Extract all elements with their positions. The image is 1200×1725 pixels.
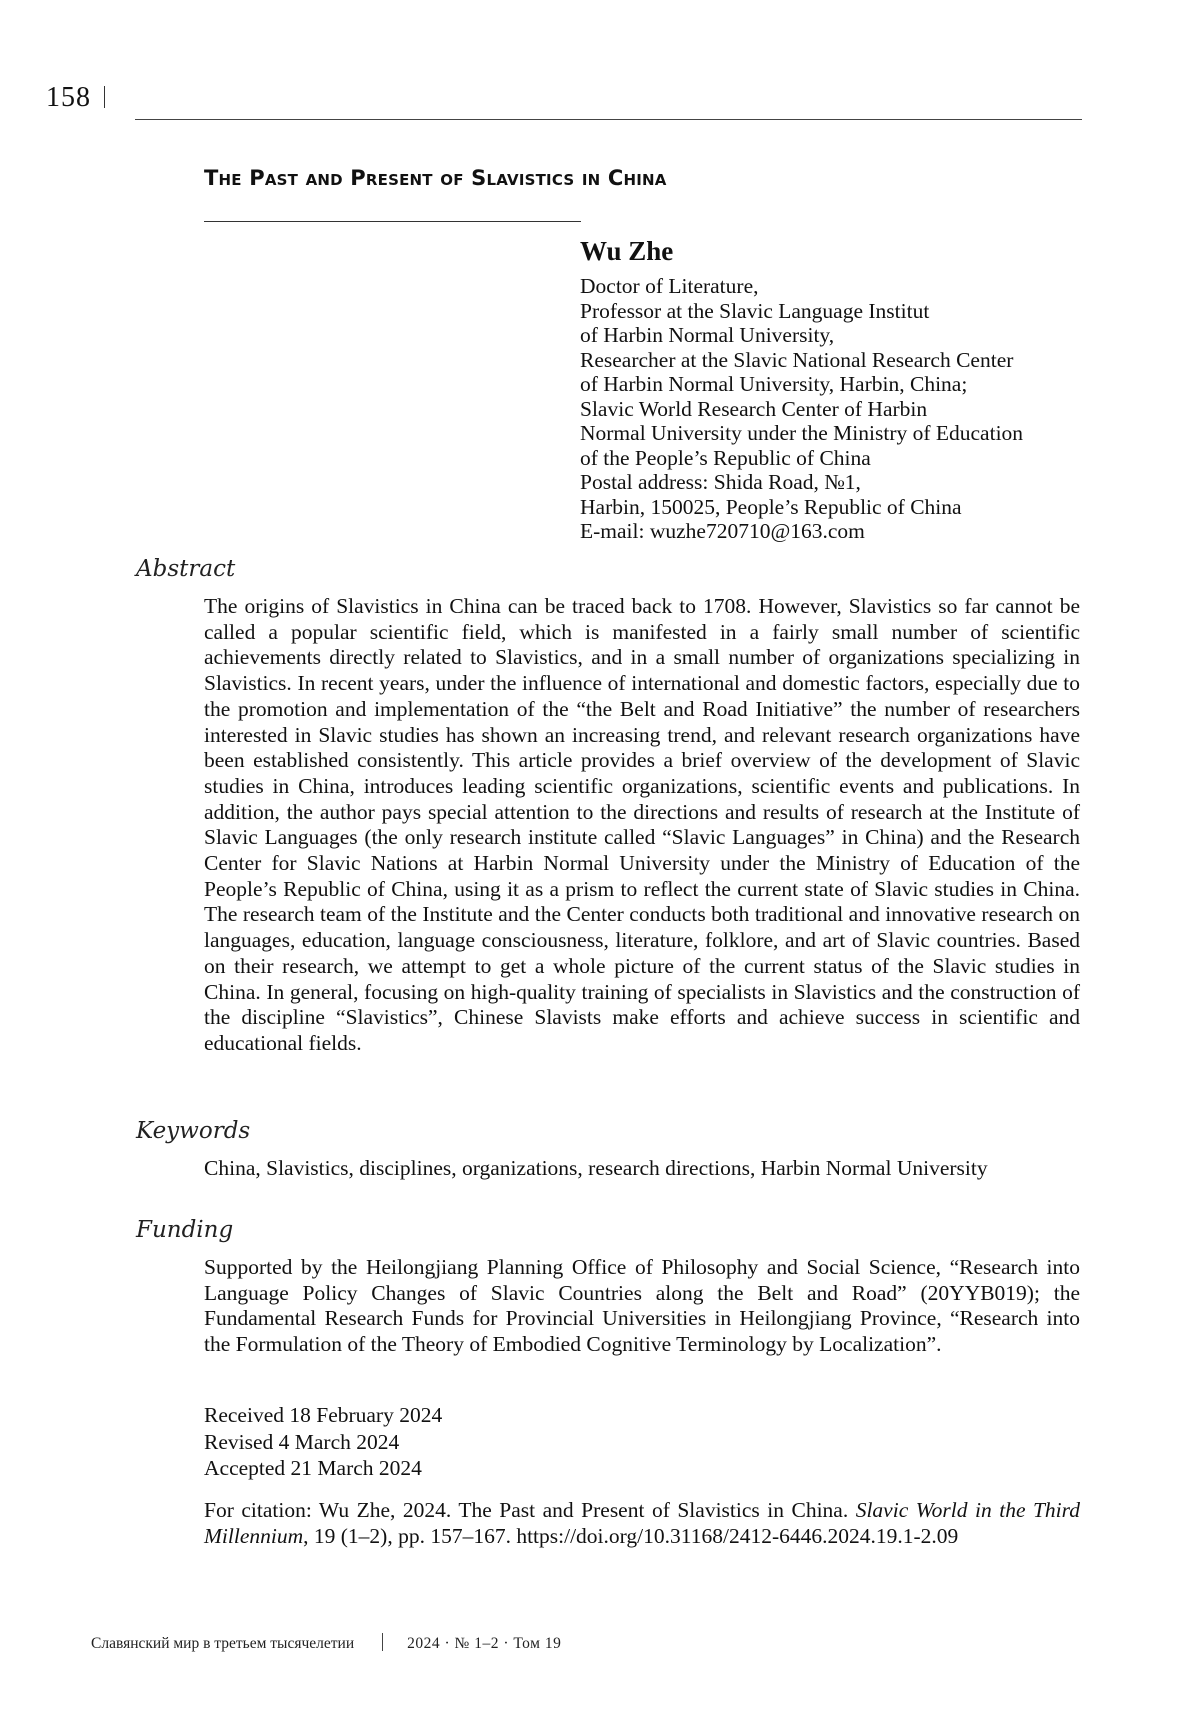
page-number-divider <box>104 86 105 108</box>
page-number: 158 <box>46 82 91 113</box>
accepted-date: Accepted 21 March 2024 <box>204 1456 422 1480</box>
keywords-text: China, Slavistics, disciplines, organizations, research directions, Harbin Normal University <box>204 1156 988 1180</box>
affiliation-line: of the People’s Republic of China <box>580 445 871 470</box>
author-name: Wu Zhe <box>580 236 674 266</box>
revised-date: Revised 4 March 2024 <box>204 1429 400 1454</box>
keywords-heading: Keywords <box>136 1118 251 1144</box>
citation-prefix: For citation: Wu Zhe, 2024. The Past and Present of Slavistics in China. <box>204 1498 856 1522</box>
citation-journal: Slavic World in the Third Millennium <box>204 1498 1080 1548</box>
affiliation-line: of Harbin Normal University, Harbin, China; <box>580 372 968 396</box>
author-block <box>580 232 1080 544</box>
funding-heading: Funding <box>136 1217 234 1243</box>
abstract-text: The origins of Slavistics in China can be traced back to 1708. However, Slavistics so far cannot be called a popular scientific field, which is manifested in a fairly small number of scientific achievements directly related to Slavistics, and in a small number of organizations specializing in Slavistics. In recent years, under the influence of international and domestic factors, especially due to the promotion and implementation of the “the Belt and Road Initiative” the number of researchers interested in Slavic studies has shown an increasing trend, and relevant research organizations have been established consistently. This article provides a brief overview of the development of Slavic studies in China, introduces leading scientific organizations, scientific events and publications. In addition, the author pays special attention to the directions and results of research at the Institute of Slavic Languages (the only research institute called “Slavic Languages” in China) and the Research Center for Slavic Nations at Harbin Normal University under the Ministry of Education of the People’s Republic of China, using it as a prism to reflect the current state of Slavic studies in China. The research team of the Institute and the Center conducts both traditional and innovative research on languages, education, language consciousness, literature, folklore, and art of Slavic countries. Based on their research, we attempt to get a whole picture of the current status of the Slavic studies in China. In general, focusing on high-quality training of specialists in Slavistics and the construction of the discipline “Slavistics”, Chinese Slavists make efforts and achieve success in scientific and educational fields. <box>204 594 1080 1055</box>
received-date: Received 18 February 2024 <box>204 1403 443 1427</box>
affiliation-line: Harbin, 150025, People’s Republic of China <box>580 494 962 519</box>
article-title: The Past and Present of Slavistics in China <box>204 166 667 190</box>
title-rule <box>204 221 581 222</box>
citation <box>204 1498 1080 1549</box>
affiliation-line: Normal University under the Ministry of Education <box>580 421 1024 445</box>
abstract-heading: Abstract <box>136 556 236 582</box>
footer <box>91 1633 561 1653</box>
funding-text: Supported by the Heilongjiang Planning Office of Philosophy and Social Science, “Research into Language Policy Changes of Slavic Countries along the Belt and Road” (20YYB019); the Fundamental Research Funds for Provincial Universities in Heilongjiang Province, “Research into the Formulation of the Theory of Embodied Cognitive Terminology by Localization”. <box>204 1255 1080 1357</box>
citation-suffix: , 19 (1–2), pp. 157–167. https://doi.org/10.31168/2412-6446.2024.19.1-2.09 <box>303 1523 959 1548</box>
footer-divider <box>382 1633 383 1651</box>
author-email[interactable]: E-mail: wuzhe720710@163.com <box>580 519 865 543</box>
affiliation-line: Doctor of Literature, <box>580 274 759 298</box>
affiliation-line: Researcher at the Slavic National Research Center <box>580 347 1014 372</box>
affiliation-line: of Harbin Normal University, <box>580 323 835 347</box>
affiliation-line: Slavic World Research Center of Harbin <box>580 396 928 421</box>
footer-journal-name: Славянский мир в третьем тысячелетии <box>91 1635 355 1652</box>
header-rule <box>135 119 1082 120</box>
footer-issue: 2024 · № 1–2 · Том 19 <box>407 1635 562 1652</box>
affiliation-line: Professor at the Slavic Language Institut <box>580 298 930 323</box>
publication-dates <box>204 1402 442 1482</box>
affiliation-line: Postal address: Shida Road, №1, <box>580 470 861 494</box>
